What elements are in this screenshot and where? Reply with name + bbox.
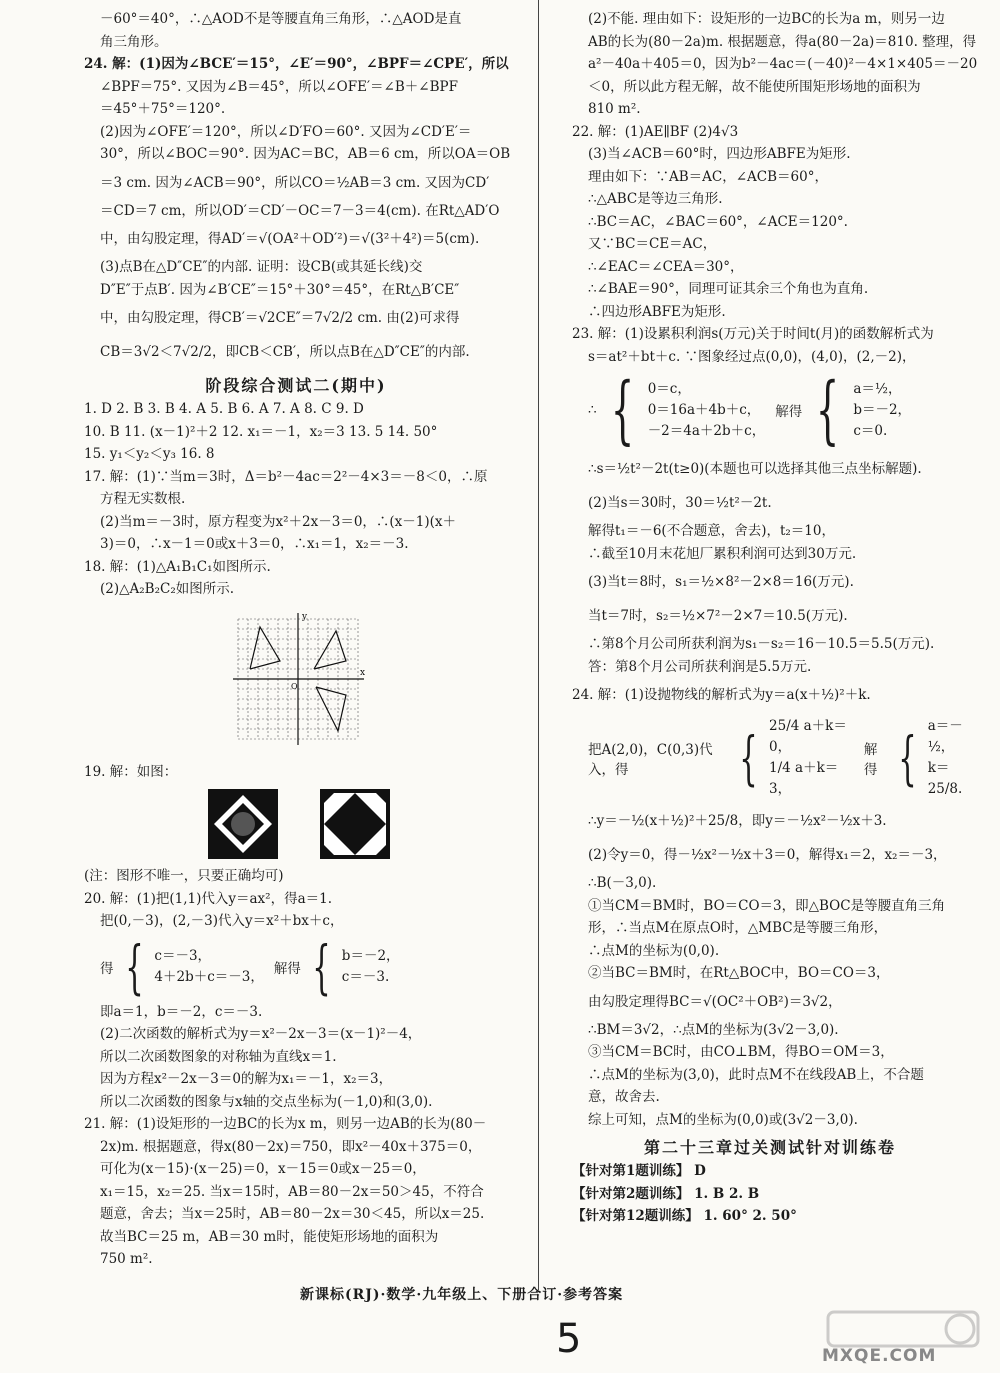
text-line: 当t＝7时，s₂＝½×7²－2×7＝10.5(万元). [588,608,848,624]
text-line: ∴y＝－½(x＋½)²＋25/8，即y＝－½x²－½x＋3. [588,813,887,829]
text-line: AB的长为(80－2a)m. 根据题意，得a(80－2a)＝810. 整理，得 [588,33,977,50]
brace-icon: { [124,932,144,1001]
text-line: 意，故舍去. [588,1089,660,1105]
text-line: (2)不能. 理由如下：设矩形的一边BC的长为a m，则另一边 [588,11,945,27]
text-line: 即a＝1，b＝－2，c＝－3. [100,1003,263,1020]
text-line: (2)令y＝0，得－½x²－½x＋3＝0，解得x₁＝2，x₂＝－3， [588,847,947,863]
solution-prefix: 解得 [273,960,301,977]
origin-label: O [291,681,298,691]
text-line: ①当CM＝BM时，BO＝CO＝3，即△BOC是等腰直角三角 [588,897,946,914]
y-axis-label: y [302,611,308,622]
equation-line: c＝－3， [154,947,212,964]
text-line: s＝at²＋bt＋c. ∵图象经过点(0,0)，(4,0)，(2,－2)， [588,348,916,365]
text-line: 答：第8个月公司所获利润是5.5万元. [588,658,812,675]
text-line: ∴∠BAE＝90°，同理可证其余三个角也为直角. [588,281,869,297]
text-line: (2)△A₂B₂C₂如图所示. [100,581,235,597]
equation-line: 4＋2b＋c＝－3， [154,968,264,985]
question-24-line: 24. 解：(1)设抛物线的解析式为y＝a(x＋½)²＋k. [572,687,871,703]
question-22-line: 22. 解：(1)AE∥BF (2)4√3 [572,123,739,140]
brace-icon: { [312,932,331,1001]
equation-line: 0＝16a＋4b＋c， [647,401,761,418]
equation-system [560,367,980,453]
text-line: 810 m². [588,101,641,117]
text-line: ∴截至10月末花旭厂累积利润可达到30万元. [588,545,857,562]
question-17-line: 17. 解：(1)∵当m＝3时，Δ＝b²－4ac＝2²－4×3＝－8＜0，∴原 [84,468,488,485]
text-line: ＝45°＋75°＝120°. [100,101,226,117]
text-line: a²－40a＋405＝0，因为b²－4ac＝(－40)²－4×1×405＝－20 [588,56,978,72]
text-line: ∴BC＝AC，∠BAC＝60°，∠ACE＝120°. [588,213,848,230]
text-line: ＜0，所以此方程无解，故不能使所围矩形场地的面积为 [588,78,921,95]
x-axis-label: x [360,667,366,678]
text-line: (3)当t＝8时，s₁＝½×8²－2×8＝16(万元). [588,574,854,590]
solution-line: a＝½， [853,380,902,397]
text-line: ∴s＝½t²－2t(t≥0)(本题也可以选择其他三点坐标解题). [588,461,922,477]
text-line: 形，∴当点M在原点O时，△MBC是等腰三角形， [588,920,888,936]
text-line: 理由如下：∵AB＝AC，∠ACB＝60°， [588,168,828,185]
text-line: 可化为(x－15)·(x－25)＝0，x－15＝0或x－25＝0， [100,1161,426,1177]
text-line: ∴第8个月公司所获利润为s₁－s₂＝16－10.5＝5.5(万元). [588,636,935,652]
text-line: 所以二次函数图象的对称轴为直线x＝1. [100,1048,337,1065]
tile-figures [208,789,520,859]
text-line: ③当CM＝BC时，由CO⊥BM，得BO＝OM＝3， [588,1044,894,1060]
brace-icon: { [898,724,917,792]
solution-line: k＝25/8. [927,760,963,797]
equation-system [72,932,520,1001]
text-line: 750 m². [100,1251,153,1267]
question-21-line: 21. 解：(1)设矩形的一边BC的长为x m，则另一边AB的长为(80－ [84,1116,487,1132]
text-line: x₁＝15，x₂＝25. 当x＝15时，AB＝80－2x＝50＞45，不符合 [100,1183,484,1200]
brace-icon: { [815,367,840,453]
text-line: (2)当s＝30时，30＝½t²－2t. [588,495,772,511]
text-line: 中，由勾股定理，得CB′＝√2CE″＝7√2/2 cm. 由(2)可求得 [100,310,460,326]
text-line: 题意，舍去；当x＝25时，AB＝80－2x＝30＜45，所以x＝25. [100,1206,485,1222]
tile-pattern-circle [208,789,278,859]
text-line: 所以二次函数的图象与x轴的交点坐标为(－1,0)和(3,0). [100,1093,433,1110]
text-line: ∴点M的坐标为(0,0). [588,942,720,959]
question-18-line: 18. 解：(1)△A₁B₁C₁如图所示. [84,558,271,575]
page-number: 5 [556,1316,582,1362]
left-column [72,8,520,1271]
text-line: (2)因为∠OFE′＝120°，所以∠D′FO＝60°. 又因为∠CD′E′＝ [100,123,472,140]
text-line: 2x)m. 根据题意，得x(80－2x)＝750，即x²－40x＋375＝0， [100,1138,482,1155]
text-line: ＝CD＝7 cm，所以OD′＝CD′－OC＝7－3＝4(cm). 在Rt△AD′O [100,202,500,219]
answer-key-line: 10. B 11. (x－1)²＋2 12. x₁＝－1，x₂＝3 13. 5 14. 50° [84,423,438,440]
solution-line: c＝－3. [341,968,390,985]
column-divider [538,0,539,1290]
text-line: ∴∠EAC＝∠CEA＝30°， [588,258,744,275]
text-line: (2)二次函数的解析式为y＝x²－2x－3＝(x－1)²－4， [100,1026,422,1042]
question-24-line: 24. 解：(1)因为∠BCE′＝15°，∠E′＝90°，∠BPF＝∠CPE′，所以 [84,56,509,72]
section-heading-midterm: 阶段综合测试二(期中) [205,376,387,395]
text-line: 解得t₁＝－6(不合题意，舍去)，t₂＝10， [588,523,835,539]
solution-prefix: 解得 [775,404,803,420]
text-line: 方程无实数根. [100,491,186,507]
text-line: ∴点M的坐标为(3,0)，此时点M不在线段AB上，不合题 [588,1066,924,1083]
text-line: 30°，所以∠BOC＝90°. 因为AC＝BC，AB＝6 cm，所以OA＝OB [100,146,511,162]
text-line: ∴△ABC是等边三角形. [588,191,723,207]
equation-system [560,716,980,800]
right-column [560,8,980,1228]
text-line: (3)点B在△D″CE″的内部. 证明：设CB(或其延长线)交 [100,259,423,275]
equation-line: 25/4 a＋k＝0， [769,718,847,755]
grid-svg [228,609,368,749]
text-line: 角三角形。 [100,33,168,50]
text-line: (2)当m＝－3时，原方程变为x²＋2x－3＝0，∴(x－1)(x＋ [100,513,457,530]
section-heading-chapter-23: 第二十三章过关测试针对训练卷 [643,1138,896,1157]
answer-key-line: 1. D 2. B 3. B 4. A 5. B 6. A 7. A 8. C 9. D [84,401,364,417]
text-line: －60°＝40°，∴△AOD不是等腰直角三角形，∴△AOD是直 [100,11,462,27]
question-19-line: 19. 解：如图： [84,763,178,780]
text-line: ∴B(－3,0). [588,875,657,891]
text-line: 中，由勾股定理，得AD′＝√(OA²＋OD′²)＝√(3²＋4²)＝5(cm). [100,231,480,247]
drill-line: 【针对第2题训练】 1. B 2. B [572,1185,760,1202]
solution-line: a＝－½， [927,718,963,755]
system-prefix: 得 [100,960,114,977]
text-line: ∠BPF＝75°. 又因为∠B＝45°，所以∠OFE′＝∠B＋∠BPF [100,78,458,95]
drill-line: 【针对第1题训练】 D [572,1163,706,1179]
equation-line: 1/4 a＋k＝3， [769,760,839,797]
text-line: (3)当∠ACB＝60°时，四边形ABFE为矩形. [588,146,851,162]
text-line: ∴四边形ABFE为矩形. [588,303,726,320]
solution-line: b＝－2， [853,401,912,418]
system-prefix: ∴ [588,402,597,418]
page-footer: 新课标(RJ)·数学·九年级上、下册合订·参考答案 [300,1287,624,1303]
text-line: ②当BC＝BM时，在Rt△BOC中，BO＝CO＝3， [588,965,890,981]
solution-prefix: 解得 [863,742,878,778]
equation-line: 0＝c， [647,380,691,397]
drill-line: 【针对第12题训练】 1. 60° 2. 50° [572,1208,797,1224]
solution-line: b＝－2， [341,947,400,964]
text-line: 由勾股定理得BC＝√(OC²＋OB²)＝3√2， [588,993,842,1010]
text-line: ＝3 cm. 因为∠ACB＝90°，所以CO＝½AB＝3 cm. 又因为CD′ [100,174,490,191]
text-line: 3)＝0，∴x－1＝0或x＋3＝0，∴x₁＝1，x₂＝－3. [100,536,409,552]
tile-pattern-diamond [320,789,390,859]
system-prefix: 把A(2,0)，C(0,3)代入，得 [588,742,713,778]
question-20-line: 20. 解：(1)把(1,1)代入y＝ax²，得a＝1. [84,890,333,907]
equation-line: －2＝4a＋2b＋c， [647,422,766,439]
text-line: D″E″于点B′. 因为∠B′CE″＝15°＋30°＝45°，在Rt△B′CE″ [100,281,460,298]
brace-icon: { [610,367,634,453]
coordinate-grid-figure [228,609,520,753]
text-line: 又∵BC＝CE＝AC， [588,236,717,252]
text-line: ∴BM＝3√2，∴点M的坐标为(3√2－3,0). [588,1021,839,1038]
text-line: 故当BC＝25 m，AB＝30 m时，能使矩形场地的面积为 [100,1228,439,1245]
answer-key-line: 15. y₁＜y₂＜y₃ 16. 8 [84,446,215,462]
text-line: 把(0,－3)，(2,－3)代入y＝x²＋bx＋c， [100,913,344,929]
brace-icon: { [739,724,758,792]
note-line: (注：图形不唯一，只要正确均可) [84,868,284,884]
watermark-text: MXQE.COM [822,1346,937,1366]
question-23-line: 23. 解：(1)设累积利润s(万元)关于时间t(月)的函数解析式为 [572,326,934,342]
text-line: CB＝3√2＜7√2/2，即CB＜CB′，所以点B在△D″CE″的内部. [100,344,470,360]
text-line: 因为方程x²－2x－3＝0的解为x₁＝－1，x₂＝3， [100,1071,393,1087]
text-line: 综上可知，点M的坐标为(0,0)或(3√2－3,0). [588,1111,858,1128]
solution-line: c＝0. [853,422,888,439]
